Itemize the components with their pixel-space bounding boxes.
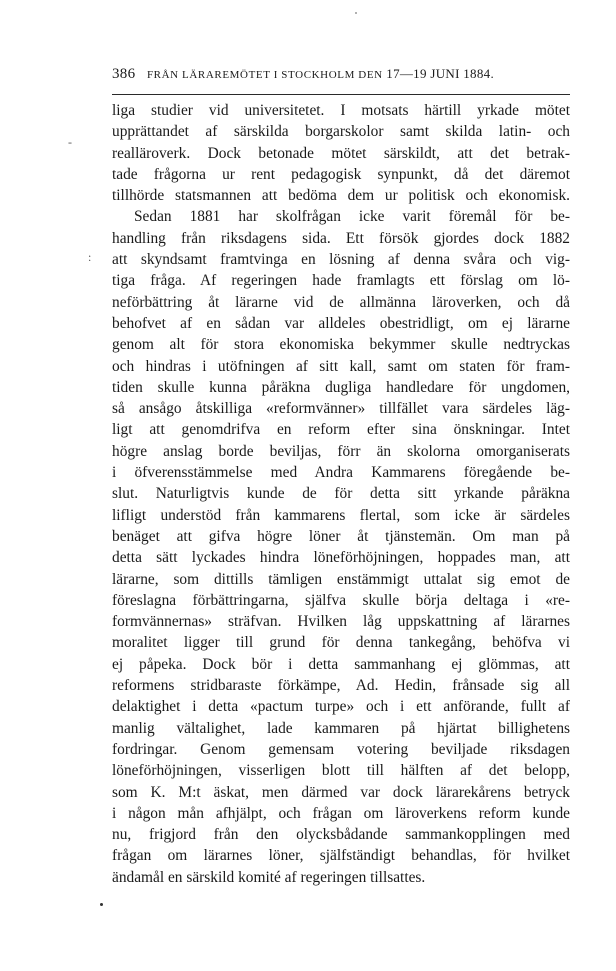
text-line: frågan om lärarnes löner, själfständigt behandlas, för hvilket xyxy=(112,847,570,865)
text-line: högre anslag borde beviljas, förr än skolorna omorganiserats xyxy=(112,442,570,460)
running-date: 17—19 JUNI 1884. xyxy=(386,66,494,81)
text-line: föreslagna förbättringarna, själfva skulle börja deltaga i «re- xyxy=(112,591,570,609)
text-line: att skyndsamt framtvinga en lösning af denna svåra och vig- xyxy=(112,251,570,269)
running-title: FRÅN LÄRAREMÖTET I STOCKHOLM DEN xyxy=(146,69,383,81)
text-line: tiga fråga. Af regeringen hade framlagts ett förslag om lö- xyxy=(112,272,570,290)
text-line: nu, frigjord från den olycksbådande sammankopplingen med xyxy=(112,826,570,844)
text-line: formvännernas» sträfvan. Hvilken låg uppskattning af lärarnes xyxy=(112,613,570,631)
text-line: handling från riksdagens sida. Ett försök gjordes dock 1882 xyxy=(112,229,570,247)
ink-speck xyxy=(100,903,103,906)
text-line: Sedan 1881 har skolfrågan icke varit föremål för be- xyxy=(134,208,570,226)
text-line: upprättandet af särskilda borgarskolor samt skilda latin- och xyxy=(112,123,570,141)
margin-dash-mark: - xyxy=(68,135,72,149)
text-line: slut. Naturligtvis kunde de för detta sitt yrkande påräkna xyxy=(112,485,570,503)
text-line: löneförhöjningen, visserligen blott till hälften af det belopp, xyxy=(112,762,570,780)
text-line: detta sätt lyckades hindra löneförhöjningen, hoppades man, att xyxy=(112,549,570,567)
text-line: ligt att genomdrifva en reform efter sina önskningar. Intet xyxy=(112,421,570,439)
text-line: neförbättring åt lärarne vid de allmänna läroverken, och då xyxy=(112,293,570,311)
text-line: delaktighet i detta «pactum turpe» och i ett anförande, fullt af xyxy=(112,698,570,716)
text-line: realläroverk. Dock betonade mötet särskildt, att det betrak- xyxy=(112,144,570,162)
text-line: som K. M:t äskat, men därmed var dock lärarekårens betryck xyxy=(112,783,570,801)
margin-colon-mark: : xyxy=(88,250,92,264)
page-number: 386 xyxy=(112,66,136,82)
ink-speck xyxy=(355,12,357,14)
text-line: i någon mån afhjälpt, och frågan om läroverkens reform kunde xyxy=(112,804,570,822)
text-line: moralitet ligger till grund för denna tankegång, behöfva vi xyxy=(112,634,570,652)
text-line: genom alt för stora ekonomiska bekymmer skulle nedtryckas xyxy=(112,336,570,354)
running-header xyxy=(112,66,572,83)
header-rule xyxy=(112,94,570,95)
text-line: lifligt understöd från kammarens flertal, som icke är särdeles xyxy=(112,506,570,524)
text-line: ej påpeka. Dock bör i detta sammanhang ej glömmas, att xyxy=(112,655,570,673)
text-line: reformens stridbaraste förkämpe, Ad. Hedin, frånsade sig all xyxy=(112,677,570,695)
text-line: ändamål en särskild komité af regeringen tillsattes. xyxy=(112,868,426,886)
body-text xyxy=(112,100,570,888)
text-line: liga studier vid universitetet. I motsats härtill yrkade mötet xyxy=(112,102,570,119)
text-line: benäget att gifva högre löner åt tjänstemän. Om man på xyxy=(112,527,570,545)
text-line: fordringar. Genom gemensam votering beviljade riksdagen xyxy=(112,740,570,758)
text-line: manlig vältalighet, lade kammaren på hjärtat billighetens xyxy=(112,719,570,737)
text-line: behofvet af en sådan var alldeles obestridligt, om ej lärarne xyxy=(112,314,570,332)
text-line: lärarne, som dittills tämligen enstämmigt uttalat sig emot de xyxy=(112,570,570,588)
text-line: så ansågo åtskilliga «reformvänner» tillfället vara särdeles läg- xyxy=(112,400,570,418)
text-line: i öfverensstämmelse med Andra Kammarens föregående be- xyxy=(112,464,570,482)
text-line: tade frågorna ur rent pedagogisk synpunkt, då det däremot xyxy=(112,165,570,183)
text-line: tillhörde statsmannen att bedöma dem ur politisk och ekonomisk. xyxy=(112,187,570,205)
text-line: tiden skulle kunna påräkna dugliga handledare för ungdomen, xyxy=(112,378,570,396)
text-line: och hindras i utöfningen af sitt kall, samt om staten för fram- xyxy=(112,357,570,375)
